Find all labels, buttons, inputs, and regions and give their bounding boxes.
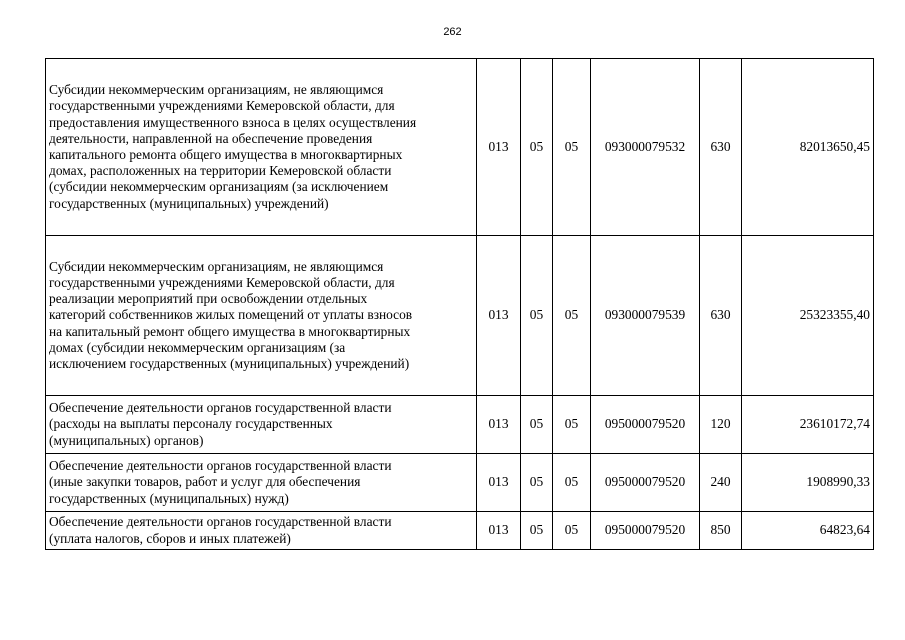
description-line: предоставления имущественного взноса в целях осуществления	[49, 114, 417, 130]
description-line: реализации мероприятий при освобождении отдельных	[49, 291, 368, 307]
row-description	[46, 59, 477, 236]
grbs-code: 013	[477, 454, 521, 512]
amount-value: 25323355,40	[742, 236, 874, 396]
target-article-code: 095000079520	[591, 396, 700, 454]
row-description	[46, 512, 477, 550]
table-row	[46, 236, 874, 396]
description-line: (расходы на выплаты персоналу государственных	[49, 416, 333, 432]
subsection-code: 05	[553, 236, 591, 396]
grbs-code: 013	[477, 396, 521, 454]
expense-type-code: 240	[700, 454, 742, 512]
amount-value: 23610172,74	[742, 396, 874, 454]
amount-value: 64823,64	[742, 512, 874, 550]
expense-type-code: 630	[700, 236, 742, 396]
target-article-code: 095000079520	[591, 454, 700, 512]
description-line: Обеспечение деятельности органов государственной власти	[49, 458, 392, 474]
description-line: исключением государственных (муниципальных) учреждений)	[49, 356, 410, 371]
expense-type-code: 850	[700, 512, 742, 550]
section-code: 05	[521, 454, 553, 512]
expense-type-code: 120	[700, 396, 742, 454]
description-line: капитального ремонта общего имущества в многоквартирных	[49, 147, 403, 162]
description-line: государственных (муниципальных) нужд)	[49, 490, 289, 506]
grbs-code: 013	[477, 59, 521, 236]
description-line: категорий собственников жилых помещений от уплаты взносов	[49, 307, 413, 323]
row-description	[46, 236, 477, 396]
target-article-code: 093000079539	[591, 236, 700, 396]
description-line: домах (субсидии некоммерческим организациям (за	[49, 339, 346, 355]
grbs-code: 013	[477, 236, 521, 396]
page-number: 262	[443, 26, 462, 38]
table-row	[46, 512, 874, 550]
budget-table-body	[46, 59, 874, 550]
description-line: Субсидии некоммерческим организациям, не являющимся	[49, 82, 384, 98]
amount-value: 1908990,33	[742, 454, 874, 512]
table-row	[46, 454, 874, 512]
subsection-code: 05	[553, 59, 591, 236]
table-row	[46, 59, 874, 236]
table-row	[46, 396, 874, 454]
description-line: Субсидии некоммерческим организациям, не являющимся	[49, 258, 384, 274]
target-article-code: 093000079532	[591, 59, 700, 236]
section-code: 05	[521, 512, 553, 550]
budget-table	[45, 58, 874, 550]
description-line: (уплата налогов, сборов и иных платежей)	[49, 530, 291, 546]
description-line: государственными учреждениями Кемеровской области, для	[49, 98, 395, 114]
description-line: (субсидии некоммерческим организациям (за исключением	[49, 179, 389, 195]
description-line: деятельности, направленной на обеспечение проведения	[49, 130, 373, 146]
description-line: (иные закупки товаров, работ и услуг для обеспечения	[49, 474, 361, 490]
expense-type-code: 630	[700, 59, 742, 236]
grbs-code: 013	[477, 512, 521, 550]
section-code: 05	[521, 396, 553, 454]
row-description	[46, 396, 477, 454]
subsection-code: 05	[553, 454, 591, 512]
section-code: 05	[521, 236, 553, 396]
target-article-code: 095000079520	[591, 512, 700, 550]
subsection-code: 05	[553, 396, 591, 454]
description-line: (муниципальных) органов)	[49, 432, 204, 448]
description-line: на капитальный ремонт общего имущества в многоквартирных	[49, 323, 411, 339]
subsection-code: 05	[553, 512, 591, 550]
section-code: 05	[521, 59, 553, 236]
description-line: государственных (муниципальных) учреждений)	[49, 195, 329, 211]
row-description	[46, 454, 477, 512]
description-line: государственными учреждениями Кемеровской области, для	[49, 274, 395, 290]
description-line: Обеспечение деятельности органов государственной власти	[49, 400, 392, 416]
description-line: Обеспечение деятельности органов государственной власти	[49, 514, 392, 530]
description-line: домах, расположенных на территории Кемеровской области	[49, 163, 392, 179]
amount-value: 82013650,45	[742, 59, 874, 236]
